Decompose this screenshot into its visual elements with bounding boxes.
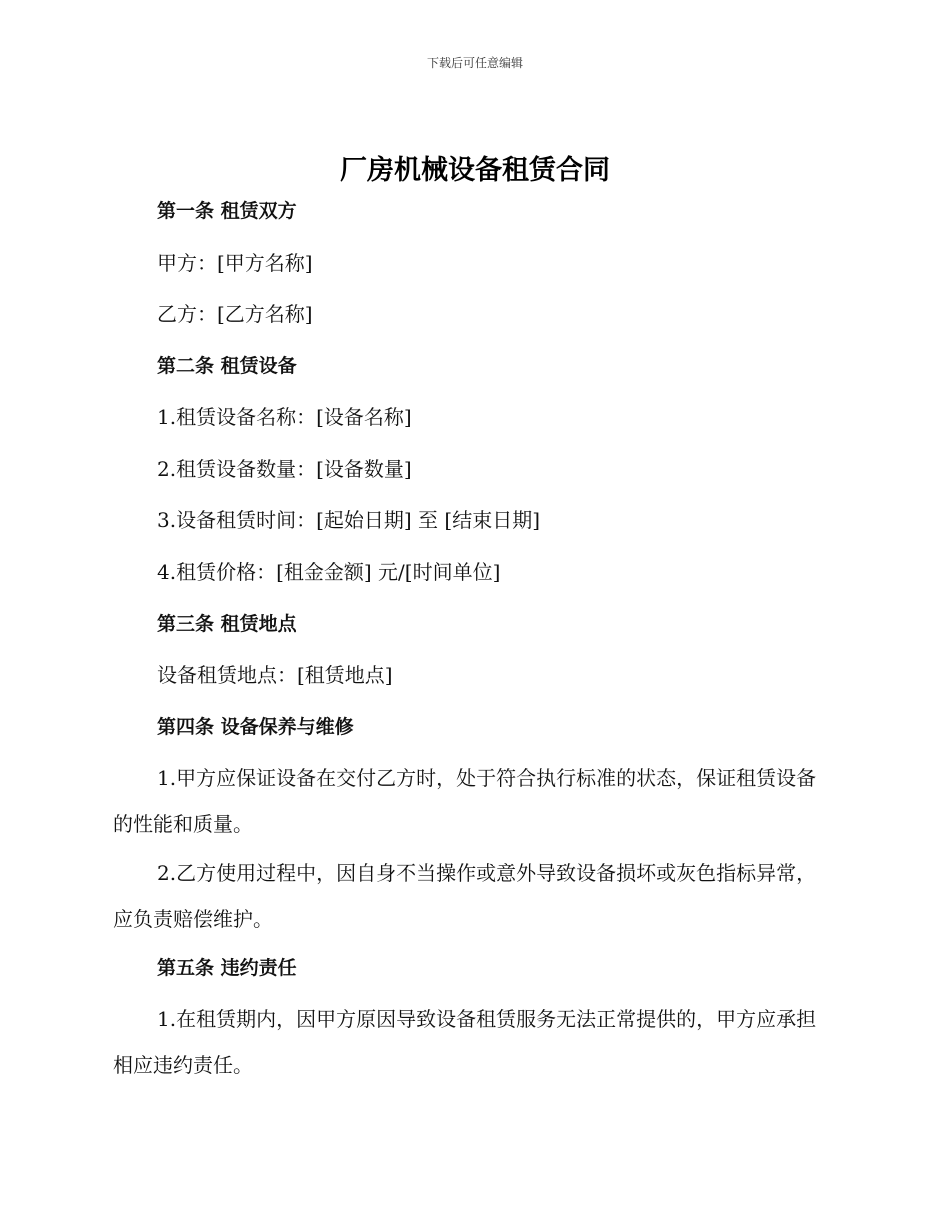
rental-location-line: 设备租赁地点：[租赁地点] <box>157 663 393 687</box>
party-b-line: 乙方：[乙方名称] <box>157 302 313 326</box>
section-2-heading: 第二条 租赁设备 <box>157 355 297 377</box>
maintenance-clause-2: 2.乙方使用过程中，因自身不当操作或意外导致设备损坏或灰色指标异常，应负责赔偿维护。 <box>113 861 817 931</box>
party-a-line: 甲方：[甲方名称] <box>157 251 313 275</box>
rental-period-line: 3.设备租赁时间：[起始日期] 至 [结束日期] <box>157 508 541 532</box>
header-note: 下载后可任意编辑 <box>426 56 523 70</box>
section-3-heading: 第三条 租赁地点 <box>157 613 297 635</box>
section-1-heading: 第一条 租赁双方 <box>157 200 297 222</box>
rental-price-line: 4.租赁价格：[租金金额] 元/[时间单位] <box>157 560 501 584</box>
breach-clause-1: 1.在租赁期内，因甲方原因导致设备租赁服务无法正常提供的，甲方应承担相应违约责任。 <box>113 1007 817 1077</box>
equipment-quantity-line: 2.租赁设备数量：[设备数量] <box>157 457 412 481</box>
maintenance-clause-1: 1.甲方应保证设备在交付乙方时，处于符合执行标准的状态，保证租赁设备的性能和质量。 <box>113 766 817 836</box>
equipment-name-line: 1.租赁设备名称：[设备名称] <box>157 405 412 429</box>
section-5-heading: 第五条 违约责任 <box>157 957 297 979</box>
document-title: 厂房机械设备租赁合同 <box>340 155 610 186</box>
section-4-heading: 第四条 设备保养与维修 <box>157 716 354 738</box>
